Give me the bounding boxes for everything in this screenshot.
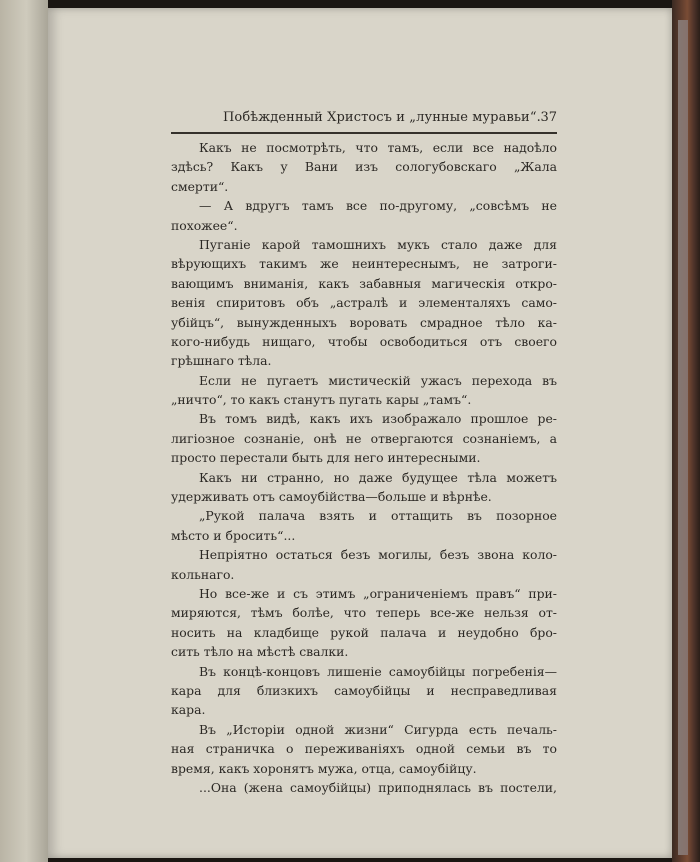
text-line: лигіозное сознаніе, онѣ не отвергаются сознаніемъ, а bbox=[171, 430, 557, 446]
text-line: здѣсь? Какъ у Вани изъ сологубовскаго „Жала bbox=[171, 159, 557, 175]
text-line: удерживать отъ самоубійства—больше и вѣрнѣе. bbox=[171, 489, 492, 505]
text-line: кольнаго. bbox=[171, 566, 235, 582]
text-line: Въ „Исторіи одной жизни“ Сигурда есть печаль- bbox=[199, 721, 557, 737]
text-line: Но все-же и съ этимъ „ограниченіемъ правъ“ при- bbox=[199, 585, 557, 601]
text-line: кого-нибудь нищаго, чтобы освободиться отъ своего bbox=[171, 333, 557, 349]
text-line: Какъ ни странно, но даже будущее тѣла можетъ bbox=[199, 469, 557, 485]
text-line: вѣрующихъ такимъ же неинтереснымъ, не затроги- bbox=[171, 256, 557, 272]
page-number: 37 bbox=[540, 110, 557, 125]
text-line: миряются, тѣмъ болѣе, что теперь все-же нельзя от- bbox=[171, 605, 557, 621]
book-edge bbox=[672, 0, 700, 862]
text-line: Какъ не посмотрѣть, что тамъ, если все надоѣло bbox=[199, 140, 557, 155]
text-line: кара. bbox=[171, 702, 206, 718]
text-line: Непріятно остаться безъ могилы, безъ звона коло- bbox=[199, 547, 557, 563]
body-text bbox=[171, 138, 557, 797]
text-line: просто перестали быть для него интересными. bbox=[171, 450, 481, 466]
text-line: вающимъ вниманія, какъ забавныя магическія откро- bbox=[171, 275, 557, 291]
text-line: ...Она (жена самоубійцы) приподнялась въ постели, bbox=[199, 779, 557, 795]
text-line: венія спиритовъ объ „астралѣ и элементаляхъ само- bbox=[171, 295, 557, 311]
text-line: грѣшнаго тѣла. bbox=[171, 353, 272, 369]
header-rule bbox=[171, 132, 557, 134]
text-line: кара для близкихъ самоубійцы и несправедливая bbox=[171, 682, 557, 698]
book-page bbox=[48, 8, 672, 858]
text-line: Пуганіе карой тамошнихъ мукъ стало даже для bbox=[199, 236, 557, 252]
text-line: смерти“. bbox=[171, 178, 229, 194]
text-line: Въ концѣ-концовъ лишеніе самоубійцы погребенія— bbox=[199, 663, 557, 679]
text-line: — А вдругъ тамъ все по-другому, „совсѣмъ не bbox=[199, 198, 557, 214]
text-line: Въ томъ видѣ, какъ ихъ изображало прошлое ре- bbox=[199, 411, 557, 427]
text-line: носить на кладбище рукой палача и неудобно бро- bbox=[171, 624, 557, 640]
text-line: Если не пугаетъ мистическій ужасъ перехода въ bbox=[199, 372, 557, 388]
facing-page-edge bbox=[0, 0, 48, 862]
text-line: похожее“. bbox=[171, 217, 238, 233]
text-line: сить тѣло на мѣстѣ свалки. bbox=[171, 644, 349, 660]
running-title: Побѣжденный Христосъ и „лунные муравьи“. bbox=[223, 110, 541, 125]
text-line: убійцъ“, вынужденныхъ воровать смрадное тѣло ка- bbox=[171, 314, 557, 330]
text-line: „ничто“, то какъ станутъ пугать кары „тамъ“. bbox=[171, 392, 472, 408]
page-fore-edge bbox=[678, 20, 688, 855]
text-line: мѣсто и бросить“... bbox=[171, 527, 296, 543]
text-line: время, какъ хоронятъ мужа, отца, самоубійцу. bbox=[171, 760, 477, 776]
text-line: „Рукой палача взять и оттащить въ позорное bbox=[199, 508, 557, 524]
text-line: ная страничка о переживаніяхъ одной семьи въ то bbox=[171, 741, 557, 757]
running-header bbox=[223, 108, 557, 128]
